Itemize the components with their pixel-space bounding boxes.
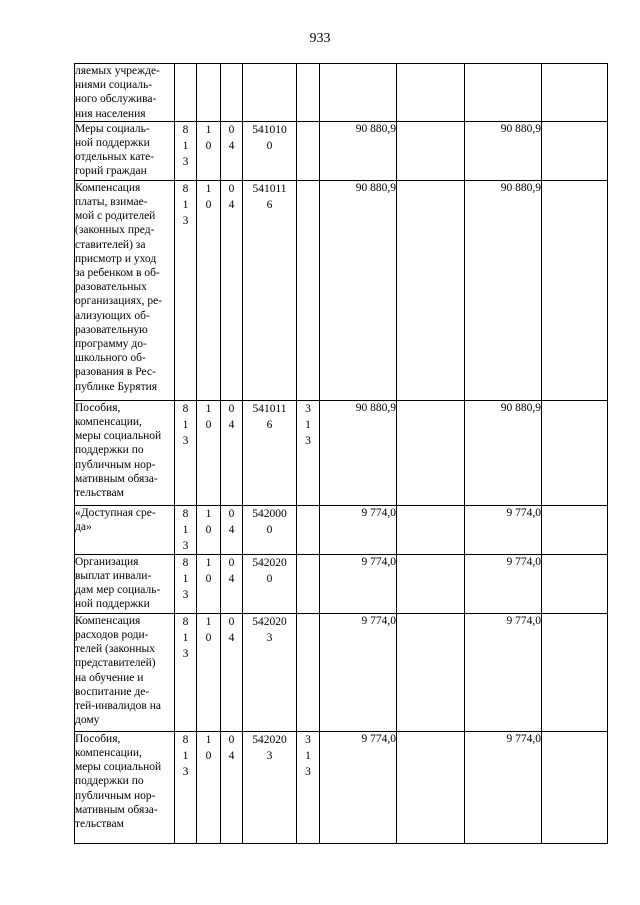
code-part: 1 bbox=[205, 507, 212, 520]
code-cell-c4 bbox=[243, 731, 297, 843]
amount-cell-v3 bbox=[542, 731, 608, 843]
amount-cell-v3 bbox=[542, 121, 608, 180]
code-part: 1 bbox=[182, 523, 189, 536]
row-name-line: ляемых учрежде- bbox=[75, 65, 160, 77]
code-part: 3 bbox=[182, 765, 189, 778]
amount-cell-v1 bbox=[320, 64, 397, 122]
code-part: 3 bbox=[305, 434, 311, 447]
table-row bbox=[75, 180, 608, 400]
row-name-line: ниями социаль- bbox=[75, 79, 153, 92]
code-part: 8 bbox=[182, 507, 189, 520]
table-row bbox=[75, 613, 608, 731]
code-cell-c1 bbox=[175, 554, 197, 613]
code-cell-c2 bbox=[197, 731, 221, 843]
code-part: 3 bbox=[182, 214, 189, 227]
code-part: 0 bbox=[228, 123, 235, 136]
code-cell-c1 bbox=[175, 64, 197, 122]
row-name-line: телей (законных bbox=[75, 643, 156, 656]
table-row bbox=[75, 505, 608, 554]
row-name-line: публике Бурятия bbox=[75, 380, 158, 393]
code-part: 1 bbox=[182, 749, 189, 762]
amount-cell-v2: 9 774,0 bbox=[465, 505, 542, 554]
code-cell-c1 bbox=[175, 505, 197, 554]
row-name-line: тельствам bbox=[75, 487, 124, 500]
code-part: 542020 bbox=[252, 733, 287, 746]
code-part: 1 bbox=[305, 418, 311, 431]
code-cell-c5 bbox=[297, 613, 320, 731]
code-cell-c2 bbox=[197, 613, 221, 731]
row-name-line: ализующих об- bbox=[75, 309, 150, 322]
code-part: 0 bbox=[228, 556, 235, 569]
row-name-line: мативным обяза- bbox=[75, 803, 158, 816]
code-part: 8 bbox=[182, 615, 189, 628]
code-part: 4 bbox=[228, 418, 235, 431]
code-part: 3 bbox=[182, 155, 189, 168]
empty-cell bbox=[397, 400, 465, 505]
row-name-line: поддержки по bbox=[75, 444, 144, 457]
page-number: 933 bbox=[309, 31, 331, 46]
row-name-line: тельствам bbox=[75, 818, 124, 831]
code-cell-c5 bbox=[297, 64, 320, 122]
code-part: 6 bbox=[266, 418, 273, 431]
empty-cell bbox=[397, 731, 465, 843]
amount-cell-v1: 9 774,0 bbox=[320, 613, 397, 731]
code-part: 542020 bbox=[252, 615, 287, 628]
code-part: 0 bbox=[228, 402, 235, 415]
amount-cell-v1: 90 880,9 bbox=[320, 121, 397, 180]
amount-cell-v2: 9 774,0 bbox=[465, 554, 542, 613]
code-cell-c5 bbox=[297, 121, 320, 180]
row-name-line: Организация bbox=[75, 555, 139, 568]
row-name-line: ной поддержки bbox=[75, 598, 150, 611]
code-part: 4 bbox=[228, 749, 235, 762]
code-part: 0 bbox=[266, 139, 273, 152]
amount-cell-v2: 90 880,9 bbox=[465, 180, 542, 400]
code-part: 3 bbox=[305, 402, 311, 415]
code-cell-c3 bbox=[221, 505, 243, 554]
code-cell-c2 bbox=[197, 121, 221, 180]
empty-cell bbox=[397, 180, 465, 400]
code-part: 0 bbox=[205, 749, 212, 762]
row-name-line: меры социальной bbox=[75, 430, 162, 443]
code-cell-c3 bbox=[221, 180, 243, 400]
code-part: 1 bbox=[205, 556, 212, 569]
code-part: 0 bbox=[205, 523, 212, 536]
code-part: 8 bbox=[182, 123, 189, 136]
row-name-cell bbox=[75, 505, 175, 554]
empty-cell bbox=[397, 64, 465, 122]
row-name-cell bbox=[75, 64, 175, 122]
table-row bbox=[75, 731, 608, 843]
code-part: 8 bbox=[182, 733, 189, 746]
code-part: 8 bbox=[182, 182, 189, 195]
row-name-line: платы, взимае- bbox=[75, 196, 148, 209]
code-cell-c1 bbox=[175, 613, 197, 731]
code-part: 1 bbox=[182, 418, 189, 431]
code-cell-c4 bbox=[243, 554, 297, 613]
code-cell-c1 bbox=[175, 400, 197, 505]
code-part: 542020 bbox=[252, 556, 287, 569]
code-cell-c4 bbox=[243, 180, 297, 400]
amount-cell-v1: 9 774,0 bbox=[320, 554, 397, 613]
code-part: 0 bbox=[205, 418, 212, 431]
row-name-line: Меры социаль- bbox=[75, 122, 150, 135]
code-part: 0 bbox=[228, 615, 235, 628]
code-cell-c5 bbox=[297, 505, 320, 554]
code-part: 1 bbox=[205, 182, 212, 195]
code-cell-c3 bbox=[221, 731, 243, 843]
amount-cell-v1: 90 880,9 bbox=[320, 400, 397, 505]
row-name-cell bbox=[75, 731, 175, 843]
row-name-cell bbox=[75, 180, 175, 400]
code-cell-c3 bbox=[221, 554, 243, 613]
code-cell-c2 bbox=[197, 64, 221, 122]
code-part: 0 bbox=[228, 507, 235, 520]
code-part: 4 bbox=[228, 198, 235, 211]
amount-cell-v2: 9 774,0 bbox=[465, 613, 542, 731]
row-name-line: публичным нор- bbox=[75, 789, 156, 802]
code-part: 542000 bbox=[252, 507, 287, 520]
table-row bbox=[75, 121, 608, 180]
code-cell-c2 bbox=[197, 505, 221, 554]
code-cell-c3 bbox=[221, 121, 243, 180]
code-cell-c2 bbox=[197, 554, 221, 613]
code-part: 3 bbox=[266, 749, 273, 762]
row-name-line: разовательных bbox=[75, 281, 147, 294]
code-part: 541011 bbox=[252, 402, 287, 415]
empty-cell bbox=[397, 121, 465, 180]
amount-cell-v1: 90 880,9 bbox=[320, 180, 397, 400]
amount-cell-v3 bbox=[542, 505, 608, 554]
code-cell-c4 bbox=[243, 505, 297, 554]
row-name-line: да» bbox=[75, 521, 92, 534]
row-name-line: программу до- bbox=[75, 338, 147, 351]
code-part: 3 bbox=[182, 434, 189, 447]
code-part: 4 bbox=[228, 631, 235, 644]
code-part: 3 bbox=[266, 631, 273, 644]
row-name-line: воспитание де- bbox=[75, 685, 150, 698]
code-cell-c4 bbox=[243, 121, 297, 180]
code-part: 541010 bbox=[252, 123, 287, 136]
empty-cell bbox=[397, 505, 465, 554]
row-name-line: присмотр и уход bbox=[75, 252, 157, 265]
empty-cell bbox=[397, 613, 465, 731]
code-cell-c4 bbox=[243, 613, 297, 731]
code-cell-c1 bbox=[175, 121, 197, 180]
code-part: 0 bbox=[205, 572, 212, 585]
code-part: 4 bbox=[228, 523, 235, 536]
code-part: 0 bbox=[228, 182, 235, 195]
row-name-line: дам мер социаль- bbox=[75, 584, 161, 597]
code-part: 1 bbox=[182, 572, 189, 585]
row-name-line: разования в Рес- bbox=[75, 366, 156, 379]
row-name-line: горий граждан bbox=[75, 165, 147, 178]
code-part: 0 bbox=[205, 139, 212, 152]
row-name-line: «Доступная сре- bbox=[75, 506, 156, 519]
row-name-line: отдельных кате- bbox=[75, 151, 155, 164]
row-name-line: представителей) bbox=[75, 657, 156, 670]
amount-cell-v2: 90 880,9 bbox=[465, 121, 542, 180]
code-part: 8 bbox=[182, 402, 189, 415]
code-part: 3 bbox=[182, 647, 189, 660]
code-part: 4 bbox=[228, 139, 235, 152]
code-part: 1 bbox=[182, 631, 189, 644]
amount-cell-v2: 90 880,9 bbox=[465, 400, 542, 505]
amount-cell-v3 bbox=[542, 400, 608, 505]
amount-cell-v3 bbox=[542, 554, 608, 613]
amount-cell-v1: 9 774,0 bbox=[320, 731, 397, 843]
code-cell-c2 bbox=[197, 180, 221, 400]
amount-cell-v2 bbox=[465, 64, 542, 122]
row-name-line: ния населения bbox=[75, 107, 146, 120]
code-part: 3 bbox=[305, 733, 311, 746]
code-part: 1 bbox=[205, 402, 212, 415]
row-name-cell bbox=[75, 400, 175, 505]
amount-cell-v3 bbox=[542, 180, 608, 400]
row-name-cell bbox=[75, 613, 175, 731]
code-part: 0 bbox=[228, 733, 235, 746]
row-name-line: на обучение и bbox=[75, 671, 144, 684]
row-name-line: разовательную bbox=[75, 323, 148, 336]
code-part: 1 bbox=[205, 733, 212, 746]
table-row bbox=[75, 554, 608, 613]
row-name-line: за ребенком в об- bbox=[75, 267, 160, 280]
code-part: 1 bbox=[182, 198, 189, 211]
code-part: 8 bbox=[182, 556, 189, 569]
code-cell-c1 bbox=[175, 180, 197, 400]
row-name-line: мой с родителей bbox=[75, 210, 156, 223]
row-name-line: выплат инвали- bbox=[75, 570, 152, 583]
code-cell-c3 bbox=[221, 613, 243, 731]
code-part: 3 bbox=[305, 765, 311, 778]
row-name-line: компенсации, bbox=[75, 747, 142, 760]
row-name-line: школьного об- bbox=[75, 352, 146, 365]
code-part: 0 bbox=[266, 572, 273, 585]
budget-table bbox=[74, 63, 608, 844]
code-cell-c5 bbox=[297, 400, 320, 505]
amount-cell-v3 bbox=[542, 613, 608, 731]
amount-cell-v2: 9 774,0 bbox=[465, 731, 542, 843]
row-name-line: расходов роди- bbox=[75, 629, 149, 642]
row-name-line: меры социальной bbox=[75, 761, 162, 774]
table-row bbox=[75, 64, 608, 122]
table-row bbox=[75, 400, 608, 505]
code-part: 1 bbox=[205, 615, 212, 628]
row-name-line: ной поддержки bbox=[75, 137, 150, 150]
row-name-line: компенсации, bbox=[75, 416, 142, 429]
code-cell-c5 bbox=[297, 554, 320, 613]
code-part: 4 bbox=[228, 572, 235, 585]
code-part: 541011 bbox=[252, 182, 287, 195]
code-part: 1 bbox=[205, 123, 212, 136]
row-name-line: Компенсация bbox=[75, 614, 141, 627]
code-part: 0 bbox=[205, 631, 212, 644]
code-cell-c2 bbox=[197, 400, 221, 505]
row-name-line: Компенсация bbox=[75, 181, 141, 194]
amount-cell-v1: 9 774,0 bbox=[320, 505, 397, 554]
row-name-line: поддержки по bbox=[75, 775, 144, 788]
code-cell-c4 bbox=[243, 400, 297, 505]
code-part: 1 bbox=[182, 139, 189, 152]
amount-cell-v3 bbox=[542, 64, 608, 122]
row-name-cell bbox=[75, 121, 175, 180]
row-name-cell bbox=[75, 554, 175, 613]
code-cell-c1 bbox=[175, 731, 197, 843]
code-cell-c3 bbox=[221, 400, 243, 505]
code-part: 0 bbox=[205, 198, 212, 211]
code-part: 3 bbox=[182, 588, 189, 601]
code-part: 0 bbox=[266, 523, 273, 536]
row-name-line: мативным обяза- bbox=[75, 472, 158, 485]
code-part: 6 bbox=[266, 198, 273, 211]
code-cell-c3 bbox=[221, 64, 243, 122]
row-name-line: Пособия, bbox=[75, 732, 121, 745]
code-cell-c5 bbox=[297, 731, 320, 843]
row-name-line: дому bbox=[75, 714, 100, 727]
code-cell-c4 bbox=[243, 64, 297, 122]
row-name-line: тей-инвалидов на bbox=[75, 700, 161, 713]
row-name-line: (законных пред- bbox=[75, 224, 155, 237]
code-part: 1 bbox=[305, 749, 311, 762]
row-name-line: публичным нор- bbox=[75, 458, 156, 471]
row-name-line: ставителей) за bbox=[75, 238, 146, 251]
table-body bbox=[75, 64, 608, 844]
row-name-line: ного обслужива- bbox=[75, 93, 157, 106]
code-cell-c5 bbox=[297, 180, 320, 400]
code-part: 3 bbox=[182, 539, 189, 552]
row-name-line: Пособия, bbox=[75, 401, 121, 414]
row-name-line: организациях, ре- bbox=[75, 295, 163, 308]
empty-cell bbox=[397, 554, 465, 613]
